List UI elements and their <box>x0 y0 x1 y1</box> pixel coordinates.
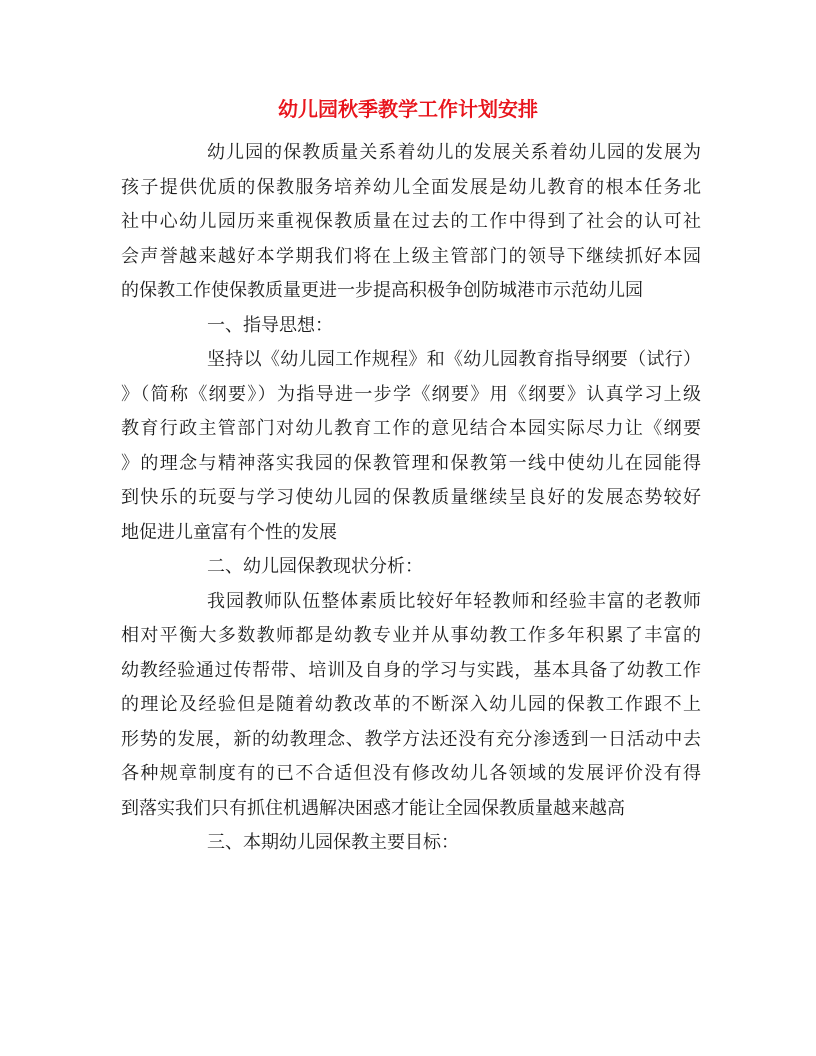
text-line: 孩子提供优质的保教服务培养幼儿全面发展是幼儿教育的根本任务北 <box>121 176 701 198</box>
text-line: 》的理念与精神落实我园的保教管理和保教第一线中使幼儿在园能得 <box>121 452 701 474</box>
text-line: 相对平衡大多数教师都是幼教专业并从事幼教工作多年积累了丰富的 <box>121 625 701 646</box>
text-line: 教育行政主管部门对幼儿教育工作的意见结合本园实际尽力让《纲要 <box>121 418 701 439</box>
text-line: 一、指导思想： <box>207 314 333 336</box>
text-line: 坚持以《幼儿园工作规程》和《幼儿园教育指导纲要（试行） <box>207 349 701 370</box>
text-line: 会声誉越来越好本学期我们将在上级主管部门的领导下继续抓好本园 <box>121 245 701 267</box>
document-title: 幼儿园秋季教学工作计划安排 <box>278 97 538 121</box>
text-line: 的保教工作使保教质量更进一步提高积极争创防城港市示范幼儿园 <box>121 280 643 301</box>
document-body <box>121 136 701 861</box>
text-line: 》（简称《纲要》）为指导进一步学《纲要》用《纲要》认真学习上级 <box>121 383 701 405</box>
text-line: 社中心幼儿园历来重视保教质量在过去的工作中得到了社会的认可社 <box>121 211 701 232</box>
text-line: 三、本期幼儿园保教主要目标： <box>207 832 459 853</box>
text-line: 幼教经验通过传帮带、培训及自身的学习与实践，基本具备了幼教工作 <box>121 659 701 681</box>
text-line: 幼儿园的保教质量关系着幼儿的发展关系着幼儿园的发展为 <box>207 142 701 163</box>
text-line: 到落实我们只有抓住机遇解决困惑才能让全园保教质量越来越高 <box>121 797 625 819</box>
text-line: 到快乐的玩耍与学习使幼儿园的保教质量继续呈良好的发展态势较好 <box>121 487 701 508</box>
text-line: 二、幼儿园保教现状分析： <box>207 556 423 577</box>
text-line: 的理论及经验但是随着幼教改革的不断深入幼儿园的保教工作跟不上 <box>121 694 701 715</box>
text-line: 地促进儿童富有个性的发展 <box>121 521 337 543</box>
text-line: 各种规章制度有的已不合适但没有修改幼儿各领域的发展评价没有得 <box>121 763 701 784</box>
text-line: 我园教师队伍整体素质比较好年轻教师和经验丰富的老教师 <box>207 590 701 612</box>
text-line: 形势的发展，新的幼教理念、教学方法还没有充分渗透到一日活动中去 <box>121 728 701 750</box>
